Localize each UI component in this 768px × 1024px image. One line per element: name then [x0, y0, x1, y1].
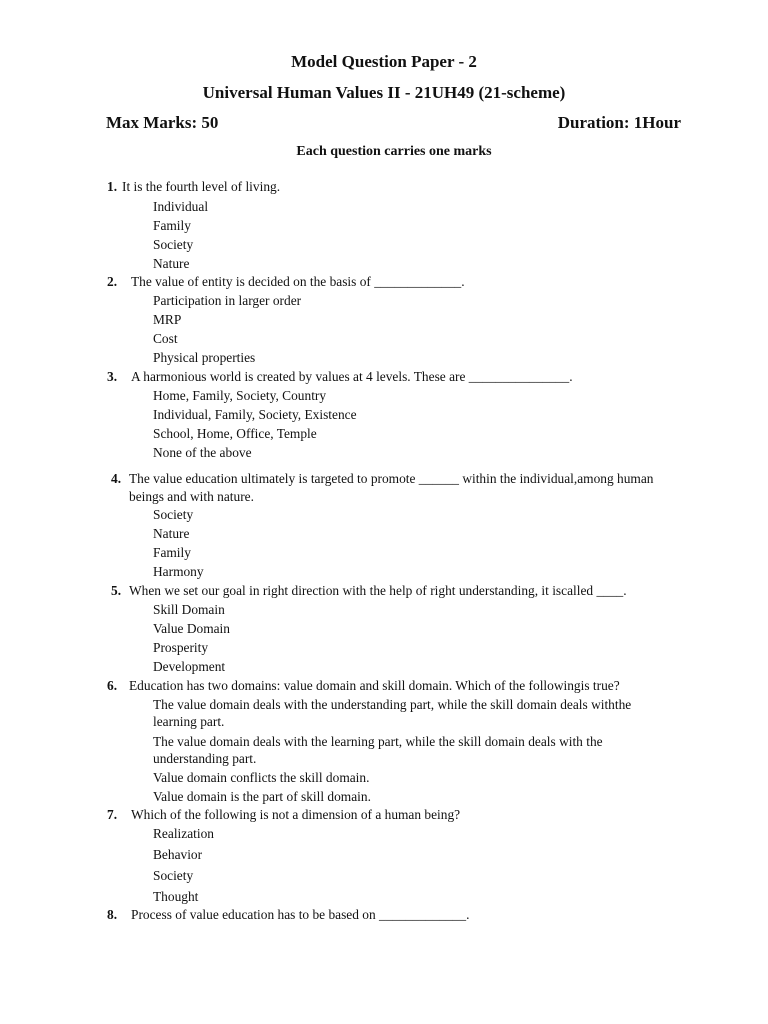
option: Prosperity	[153, 640, 209, 655]
question-number: 2.	[107, 274, 118, 289]
question-number: 7.	[107, 807, 118, 822]
question-number: 4.	[111, 471, 122, 486]
question-text: The value of entity is decided on the basis of _____________.	[131, 274, 465, 289]
option: Skill Domain	[153, 602, 225, 617]
option: Physical properties	[153, 350, 256, 365]
question-number: 5.	[111, 583, 122, 598]
question-number: 6.	[107, 678, 118, 693]
option: Thought	[153, 889, 199, 904]
option: Realization	[153, 826, 214, 841]
option: School, Home, Office, Temple	[153, 426, 317, 441]
option: Value Domain	[153, 621, 230, 636]
question-text-line1: The value education ultimately is targeted to promote ______ within the individual,among human	[129, 471, 654, 486]
instruction: Each question carries one marks	[296, 144, 492, 159]
option-line: learning part.	[153, 714, 225, 729]
option: None of the above	[153, 445, 252, 460]
option: Participation in larger order	[153, 293, 302, 308]
option: Nature	[153, 256, 190, 271]
option-line: The value domain deals with the learning part, while the skill domain deals with the	[153, 734, 603, 749]
option: Society	[153, 237, 194, 252]
question-text: Which of the following is not a dimension of a human being?	[131, 807, 461, 822]
paper-subtitle: Universal Human Values II - 21UH49 (21-scheme)	[202, 83, 566, 102]
duration: Duration: 1Hour	[557, 113, 681, 132]
question-text: It is the fourth level of living.	[122, 179, 281, 194]
option: Family	[153, 545, 191, 560]
option: Society	[153, 507, 194, 522]
option: Cost	[153, 331, 178, 346]
option: Society	[153, 868, 194, 883]
option-line: The value domain deals with the understanding part, while the skill domain deals withthe	[153, 697, 632, 712]
option: Family	[153, 218, 191, 233]
option: Behavior	[153, 847, 203, 862]
question-number: 1.	[107, 179, 118, 194]
option: Harmony	[153, 564, 204, 579]
option: Value domain is the part of skill domain.	[153, 789, 371, 804]
option	[153, 696, 673, 730]
option: MRP	[153, 312, 182, 327]
option: Home, Family, Society, Country	[153, 388, 327, 403]
option: Value domain conflicts the skill domain.	[153, 770, 370, 785]
paper-title: Model Question Paper - 2	[291, 52, 477, 71]
question-text: A harmonious world is created by values at 4 levels. These are _______________.	[131, 369, 573, 384]
question-text: Process of value education has to be based on _____________.	[131, 907, 470, 922]
question-text-line2: beings and with nature.	[129, 489, 254, 504]
option-line: understanding part.	[153, 751, 257, 766]
question-text: When we set our goal in right direction with the help of right understanding, it iscalled ____.	[129, 583, 627, 598]
question-text: Education has two domains: value domain and skill domain. Which of the followingis true?	[129, 678, 620, 693]
option: Individual	[153, 199, 209, 214]
max-marks: Max Marks: 50	[106, 113, 219, 132]
option: Nature	[153, 526, 190, 541]
option: Development	[153, 659, 226, 674]
option: Individual, Family, Society, Existence	[153, 407, 357, 422]
marks-duration-row	[106, 113, 681, 133]
option	[153, 733, 673, 767]
question-number: 3.	[107, 369, 118, 384]
question-number: 8.	[107, 907, 118, 922]
